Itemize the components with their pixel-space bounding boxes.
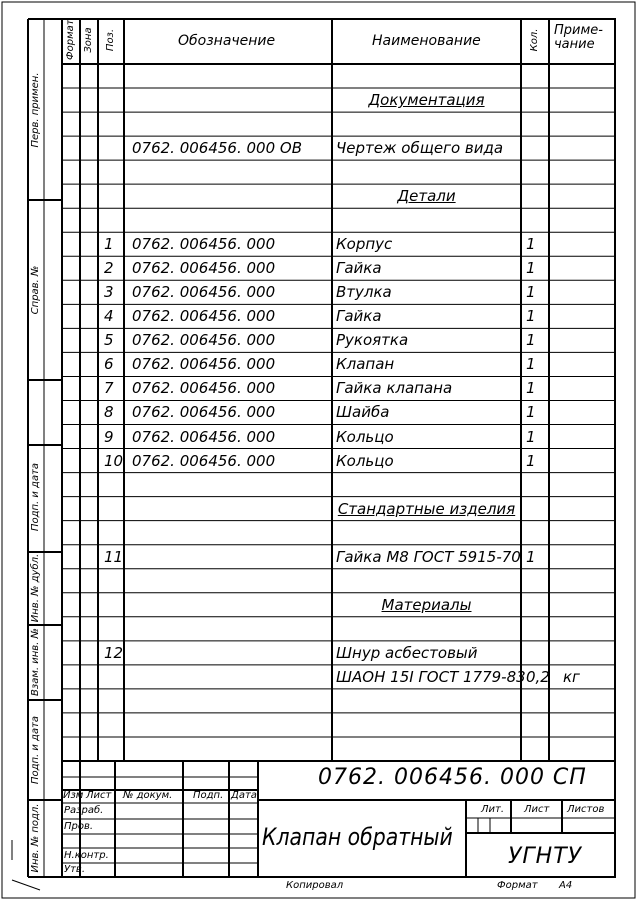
tb-list: Лист [86,790,112,801]
section-heading: Стандартные изделия [337,499,516,518]
row-qty: 1 [526,355,536,374]
tb-podp: Подп. [193,790,224,801]
row-designation: 0762. 006456. 000 [132,235,276,254]
row-pos: 12 [104,643,124,662]
row-pos: 11 [104,547,124,566]
header-zone: Зона [83,27,94,53]
doc-code: 0762. 006456. 000 СП [318,765,587,790]
row-note: кг [563,667,580,686]
row-name: Гайка М8 ГОСТ 5915-70 [336,547,521,566]
tb-title: Клапан обратный [262,823,453,851]
tb-izm: Изм [63,790,84,801]
row-name: Шайба [336,403,390,422]
row-qty: 1 [526,547,536,566]
row-qty: 1 [526,379,536,398]
row-pos: 10 [104,451,124,470]
row-designation: 0762. 006456. 000 [132,307,276,326]
row-qty: 1 [526,235,536,254]
side-label-vzam-inv: Взам. инв. № [30,628,41,696]
row-name: Гайка [336,259,382,278]
row-name: Втулка [336,283,392,302]
header-pos: Поз. [105,28,116,52]
row-qty: 1 [526,403,536,422]
row-pos: 7 [104,379,114,398]
tb-data: Дата [231,790,257,801]
header-designation: Обозначение [178,33,276,49]
row-name: ШАОН 15I ГОСТ 1779-83 [336,667,526,686]
section-heading: Документация [368,91,485,110]
side-label-podp-data: Подп. и дата [30,462,41,532]
section-heading: Материалы [381,595,472,614]
row-name: Чертеж общего вида [336,139,504,158]
side-label-inv-podl: Инв. № подл. [30,803,41,873]
row-qty: 0,2 [526,667,550,686]
tb-org: УГНТУ [508,844,583,869]
header-qty: Кол. [529,28,540,52]
tb-razrab: Разраб. [64,805,104,816]
row-pos: 3 [104,283,114,302]
side-label-inv-dubl: Инв. № дубл. [30,553,41,623]
header-format: Формат [65,19,76,60]
tb-prov: Пров. [64,821,94,832]
row-pos: 9 [104,427,114,446]
side-label-podp-data: Подп. и дата [30,715,41,785]
tb-n-dokum: № докум. [123,790,173,801]
tb-listov: Листов [567,804,605,815]
row-name: Гайка клапана [336,379,453,398]
tb-lit: Лит. [481,804,505,815]
row-designation: 0762. 006456. 000 [132,331,276,350]
row-qty: 1 [526,259,536,278]
row-designation: 0762. 006456. 000 [132,355,276,374]
row-name: Кольцо [336,451,394,470]
tb-nkontr: Н.контр. [64,850,109,861]
row-qty: 1 [526,331,536,350]
tb-kopiroval: Копировал [286,880,344,891]
row-designation: 0762. 006456. 000 [132,259,276,278]
row-name: Корпус [336,235,393,254]
tb-format-value: А4 [559,880,573,891]
row-qty: 1 [526,427,536,446]
row-name: Рукоятка [336,331,409,350]
row-qty: 1 [526,307,536,326]
row-pos: 1 [104,235,114,254]
row-designation: 0762. 006456. 000 [132,283,276,302]
row-qty: 1 [526,283,536,302]
tb-utv: Утв. [64,864,85,875]
axis-x-line [12,880,40,890]
row-designation: 0762. 006456. 000 [132,403,276,422]
row-pos: 6 [104,355,114,374]
row-designation: 0762. 006456. 000 [132,379,276,398]
row-pos: 2 [104,259,114,278]
side-label-sprav: Справ. № [30,265,41,315]
row-pos: 5 [104,331,114,350]
section-heading: Детали [397,187,456,206]
side-label-perv-primen: Перв. примен. [30,72,41,148]
row-pos: 8 [104,403,114,422]
header-name: Наименование [372,33,481,49]
row-pos: 4 [104,307,114,326]
row-name: Гайка [336,307,382,326]
header-note: Приме- чание [554,23,603,52]
row-name: Шнур асбестовый [336,643,478,662]
row-designation: 0762. 006456. 000 ОВ [132,139,303,158]
tb-format: Формат [497,880,538,891]
row-name: Клапан [336,355,395,374]
row-name: Кольцо [336,427,394,446]
row-designation: 0762. 006456. 000 [132,451,276,470]
tb-list2: Лист [524,804,550,815]
row-qty: 1 [526,451,536,470]
row-designation: 0762. 006456. 000 [132,427,276,446]
